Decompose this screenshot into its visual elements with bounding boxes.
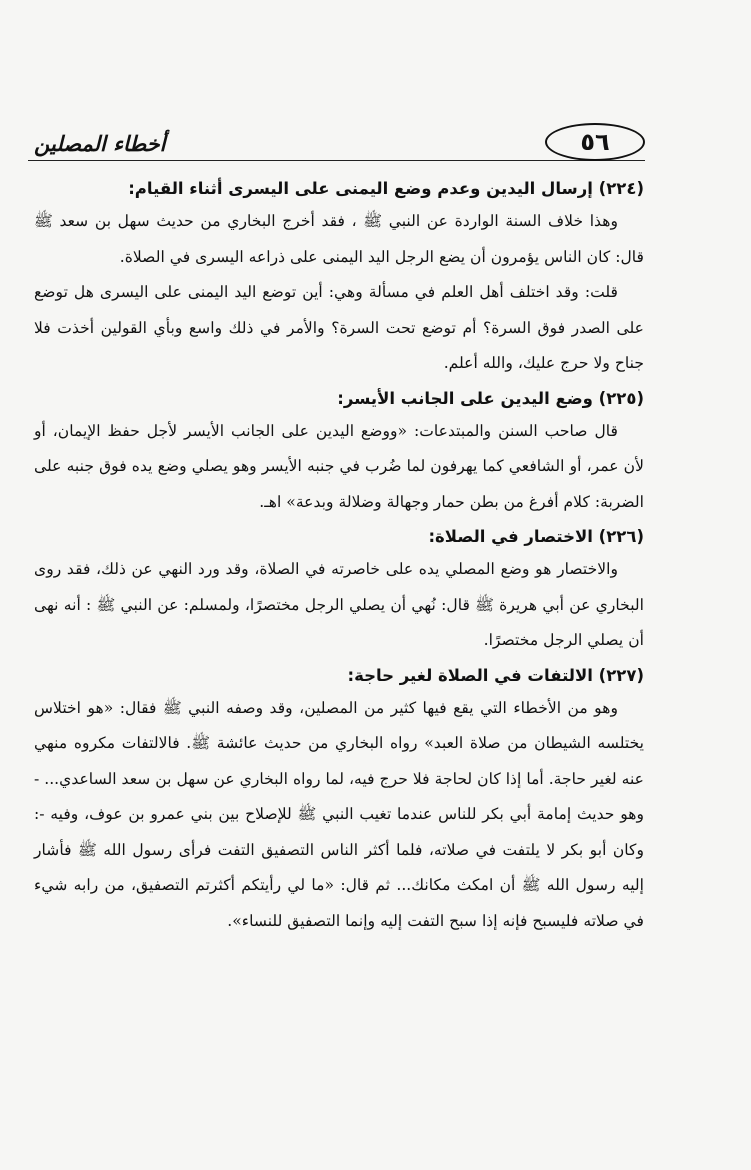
header-rule <box>28 160 645 161</box>
page-body <box>34 172 644 939</box>
paragraph-text: وهو من الأخطاء التي يقع فيها كثير من المصلين، وقد وصفه النبي ﷺ فقال: «هو اختلاس يختلسه الشيطان من صلاة العبد» رواه البخاري من حديث عائشة ﷺ. فالالتفات مكروه منهي عنه لغير حاجة. أما إذا كان لحاجة فلا حرج فيه، لما رواه البخاري عن سهل بن سعد الساعدي... - وهو حديث إمامة أبي بكر للناس عندما تغيب النبي ﷺ للإصلاح بين بني عمرو بن عوف، وفيه -: وكان أبو بكر لا يلتفت في صلاته، فلما أكثر الناس التصفيق التفت فرأى رسول الله ﷺ فأشار إليه رسول الله ﷺ أن امكث مكانك... ثم قال: «ما لي رأيتكم أكثرتم التصفيق، من رابه شيء في صلاته فليسبح فإنه إذا سبح التفت إليه وإنما التصفيق للنساء». <box>34 698 644 930</box>
section-heading-225: (٢٢٥) وضع اليدين على الجانب الأيسر: <box>337 388 644 408</box>
section-heading-226: (٢٢٦) الاختصار في الصلاة: <box>428 527 644 546</box>
page-number: ٥٦ <box>545 123 645 161</box>
paragraph <box>34 414 644 521</box>
paragraph <box>34 552 644 659</box>
paragraph-text: والاختصار هو وضع المصلي يده على خاصرته في الصلاة، وقد ورد النهي عن ذلك، فقد روى البخاري عن أبي هريرة ﷺ قال: نُهي أن يصلي الرجل مختصرًا، ولمسلم: عن النبي ﷺ : أنه نهى أن يصلي الرجل مختصرًا. <box>34 560 644 649</box>
paragraph-text: وهذا خلاف السنة الواردة عن النبي ﷺ ، فقد أخرج البخاري من حديث سهل بن سعد ﷺ قال: كان الناس يؤمرون أن يضع الرجل اليد اليمنى على ذراعه اليسرى في الصلاة. <box>34 212 644 266</box>
paragraph <box>34 691 644 940</box>
paragraph-text: قلت: وقد اختلف أهل العلم في مسألة وهي: أين توضع اليد اليمنى على اليسرى هل توضع على الصدر فوق السرة؟ أم توضع تحت السرة؟ والأمر في ذلك واسع وبأي القولين أخذت فلا جناح ولا حرج عليك، والله أعلم. <box>34 283 644 372</box>
section-heading-227: (٢٢٧) الالتفات في الصلاة لغير حاجة: <box>347 665 644 685</box>
paragraph <box>34 204 644 275</box>
running-title: أخطاء المصلين <box>34 132 166 156</box>
paragraph-text: قال صاحب السنن والمبتدعات: «ووضع اليدين على الجانب الأيسر لأجل حفظ الإيمان، أو لأن عمر، أو الشافعي كما يهرفون لما ضُرب في جنبه الأيسر وهو يصلي وضع يده فوق جنبه على الضربة: كلام أفرغ من بطن حمار وجهالة وضلالة وبدعة» اهـ. <box>34 421 644 511</box>
section-heading-224: (٢٢٤) إرسال اليدين وعدم وضع اليمنى على اليسرى أثناء القيام: <box>128 179 644 198</box>
paragraph <box>34 275 644 382</box>
